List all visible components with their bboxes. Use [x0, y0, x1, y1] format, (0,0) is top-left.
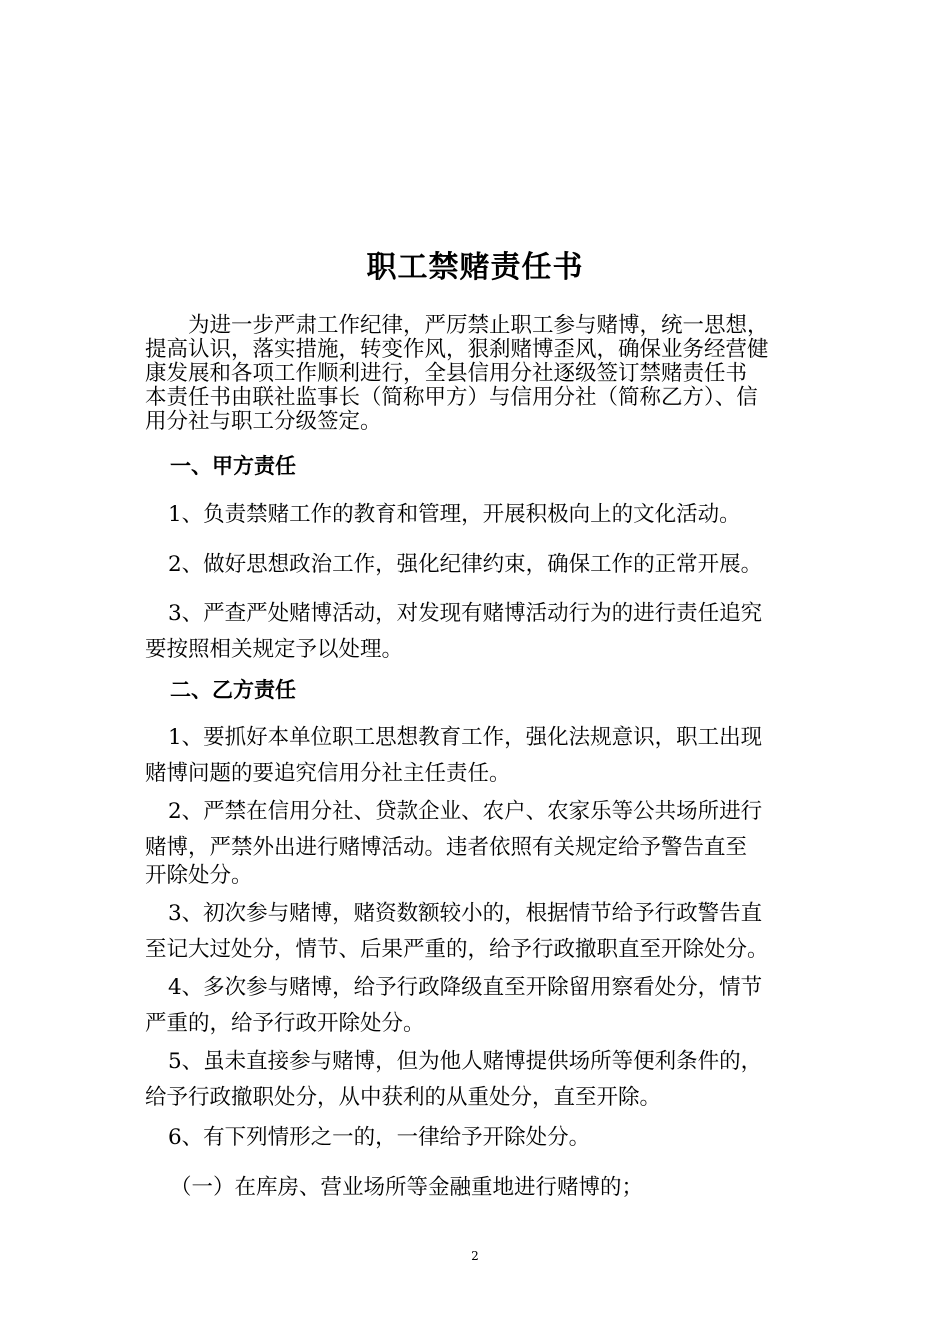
- section-a-item-2: 2、做好思想政治工作，强化纪律约束，确保工作的正常开展。: [168, 552, 763, 577]
- section-a-item-3: [145, 602, 820, 674]
- item-line: 3、严查严处赌博活动，对发现有赌博活动行为的进行责任追究: [168, 601, 763, 626]
- item-line: 严重的，给予行政开除处分。: [145, 1011, 425, 1036]
- page-number: 2: [471, 1249, 479, 1263]
- section-b-heading: 二、乙方责任: [170, 678, 296, 702]
- item-line: 5、虽未直接参与赌博，但为他人赌博提供场所等便利条件的，: [168, 1049, 763, 1074]
- section-b-item-1: [145, 726, 820, 798]
- document-title: 职工禁赌责任书: [366, 250, 584, 285]
- item-line: 4、多次参与赌博，给予行政降级直至开除留用察看处分，情节: [168, 975, 763, 1000]
- item-line: 要按照相关规定予以处理。: [145, 637, 404, 662]
- intro-line: 提高认识，落实措施，转变作风，狠刹赌博歪风，确保业务经营健: [145, 337, 769, 362]
- intro-line: 为进一步严肃工作纪律，严厉禁止职工参与赌博，统一思想，: [145, 313, 769, 338]
- item-line: 至记大过处分，情节、后果严重的，给予行政撤职直至开除处分。: [145, 937, 769, 962]
- section-b-item-6: 6、有下列情形之一的，一律给予开除处分。: [168, 1125, 591, 1150]
- item-line: 开除处分。: [145, 863, 253, 888]
- item-line: 给予行政撤职处分，从中获利的从重处分，直至开除。: [145, 1085, 662, 1110]
- section-b-subitem-1: （一）在库房、营业场所等金融重地进行赌博的；: [170, 1175, 644, 1200]
- intro-line: 用分社与职工分级签定。: [145, 409, 382, 434]
- item-line: 1、要抓好本单位职工思想教育工作，强化法规意识，职工出现: [168, 725, 763, 750]
- section-b-item-2: [145, 800, 820, 888]
- section-b-item-3: [145, 902, 820, 974]
- intro-paragraph: [145, 314, 820, 434]
- intro-line: 本责任书由联社监事长（简称甲方）与信用分社（简称乙方）、信: [145, 385, 758, 410]
- item-line: 2、严禁在信用分社、贷款企业、农户、农家乐等公共场所进行: [168, 799, 763, 824]
- item-line: 3、初次参与赌博，赌资数额较小的，根据情节给予行政警告直: [168, 901, 763, 926]
- section-b-item-4: [145, 976, 820, 1048]
- section-b-item-5: [145, 1050, 820, 1122]
- item-line: 赌博，严禁外出进行赌博活动。违者依照有关规定给予警告直至: [145, 835, 748, 860]
- section-a-item-1: 1、负责禁赌工作的教育和管理，开展积极向上的文化活动。: [168, 502, 741, 527]
- section-a-heading: 一、甲方责任: [170, 454, 296, 478]
- item-line: 赌博问题的要追究信用分社主任责任。: [145, 761, 511, 786]
- intro-line: 康发展和各项工作顺利进行，全县信用分社逐级签订禁赌责任书: [145, 361, 748, 386]
